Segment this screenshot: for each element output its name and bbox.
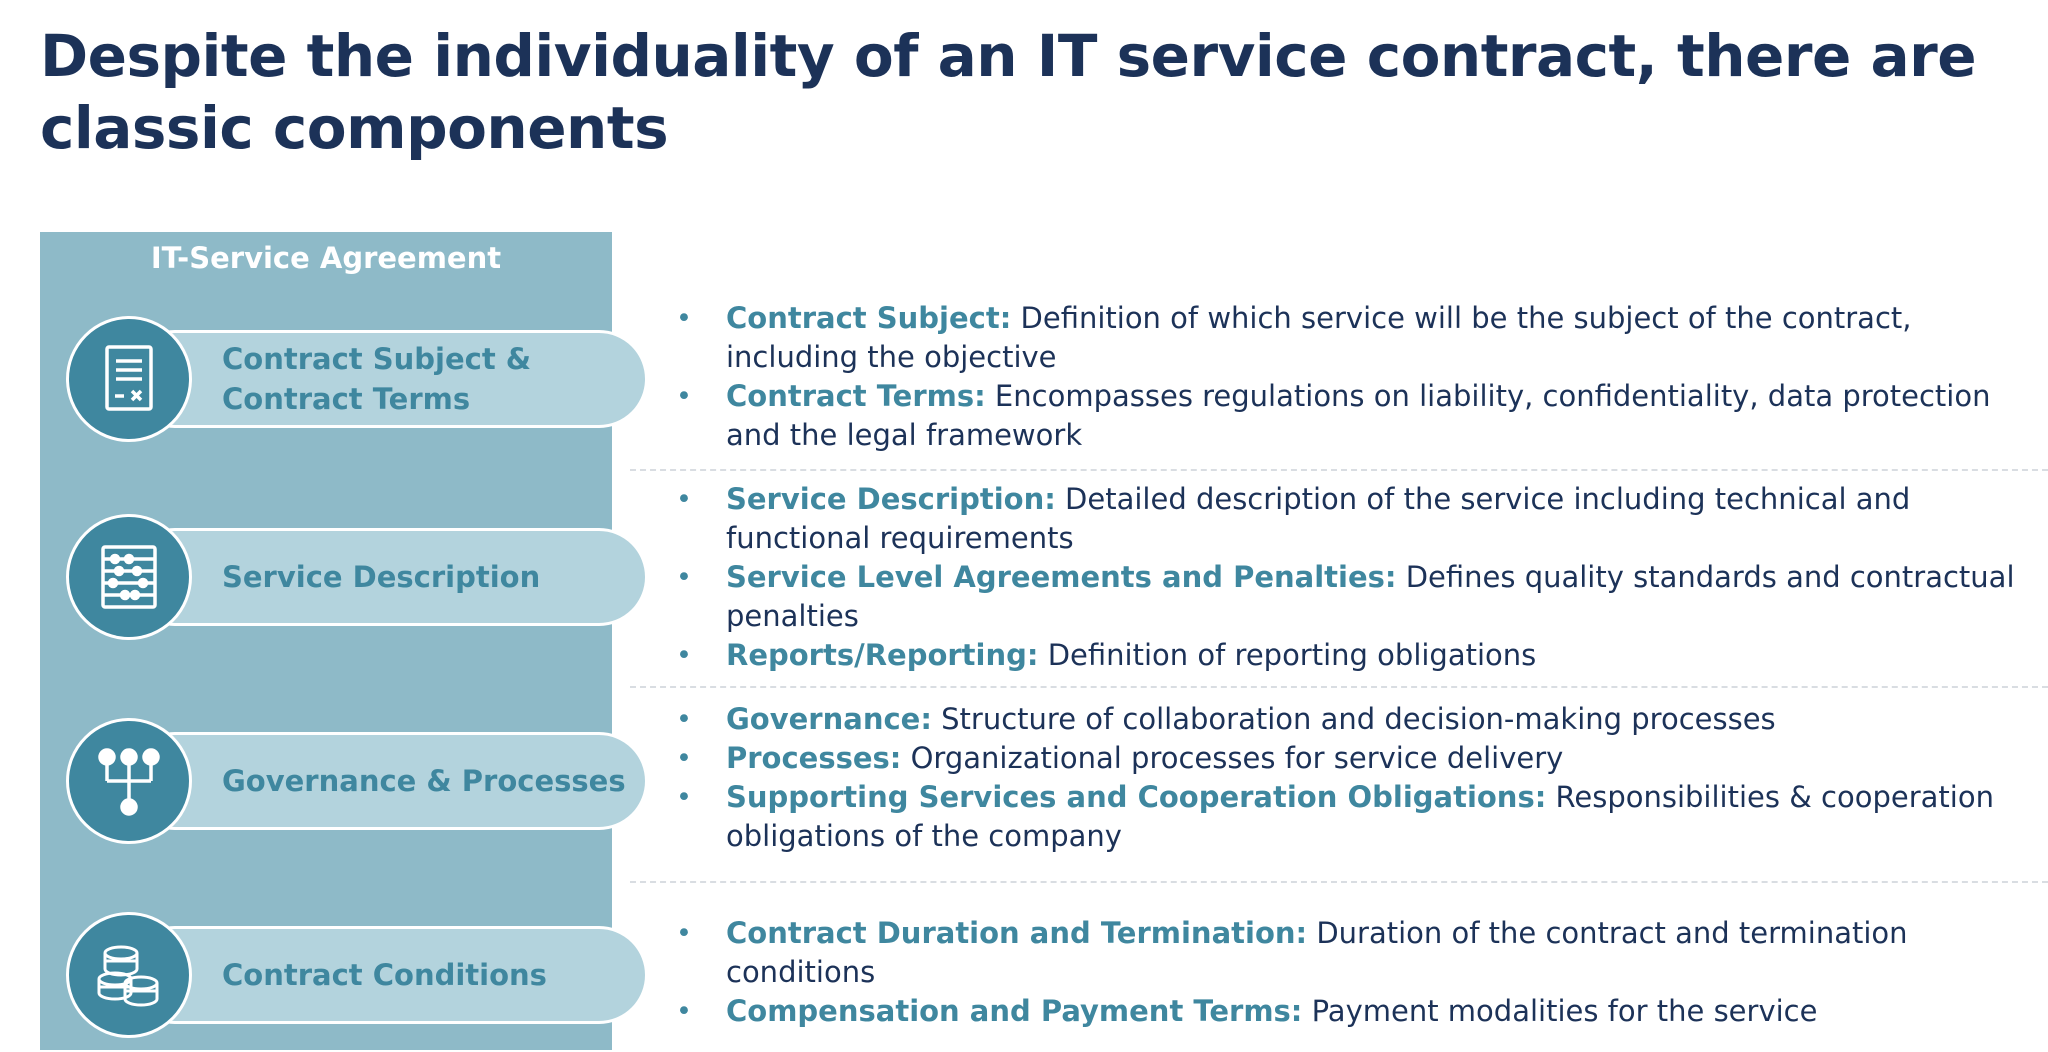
- section-contract-conditions: [676, 914, 2026, 1031]
- bullet-icon: •: [676, 996, 692, 1027]
- document-icon: [66, 316, 192, 442]
- list-item: • Reports/Reporting: Definition of reporting obligations: [676, 636, 2026, 675]
- list-item: • Supporting Services and Cooperation Obligations: Responsibilities & cooperation obligations of the company: [676, 780, 1994, 853]
- component-row-contract-subject: [66, 316, 648, 444]
- bullet-icon: •: [676, 562, 692, 593]
- section-governance: [676, 700, 2026, 856]
- bullet-icon: •: [676, 303, 692, 334]
- list-item: • Contract Duration and Termination: Duration of the contract and termination conditions: [676, 916, 1908, 989]
- component-label: Contract Conditions: [222, 958, 547, 992]
- list-item: • Governance: Structure of collaboration and decision-making processes: [676, 700, 2026, 739]
- component-row-governance: [66, 718, 648, 846]
- list-item: • Service Description: Detailed description of the service including technical and functional requirements: [676, 482, 1911, 555]
- section-divider: [630, 469, 2048, 471]
- section-service-description: [676, 480, 2026, 675]
- bullet-icon: •: [676, 782, 692, 813]
- bullet-icon: •: [676, 484, 692, 515]
- section-contract-subject: [676, 299, 2026, 455]
- list-item: • Service Level Agreements and Penalties: Defines quality standards and contractual penalties: [676, 560, 2015, 633]
- page-title: Despite the individuality of an IT service contract, there are classic components: [40, 22, 1977, 162]
- list-item: • Contract Terms: Encompasses regulations on liability, confidentiality, data protection and the legal framework: [676, 379, 1991, 452]
- hierarchy-icon: [66, 718, 192, 844]
- bullet-icon: •: [676, 704, 692, 735]
- component-label: Service Description: [222, 560, 541, 594]
- component-row-contract-conditions: [66, 912, 648, 1040]
- section-divider: [630, 881, 2048, 883]
- bullet-icon: •: [676, 743, 692, 774]
- component-label: Contract Subject & Contract Terms: [222, 342, 532, 416]
- abacus-icon: [66, 514, 192, 640]
- bullet-icon: •: [676, 640, 692, 671]
- section-divider: [630, 686, 2048, 688]
- list-item: • Contract Subject: Definition of which service will be the subject of the contract, including the objective: [676, 301, 1912, 374]
- bullet-icon: •: [676, 918, 692, 949]
- panel-title: IT-Service Agreement: [150, 241, 502, 275]
- coins-icon: [66, 912, 192, 1038]
- component-label: Governance & Processes: [222, 764, 626, 798]
- component-row-service-description: [66, 514, 648, 642]
- bullet-icon: •: [676, 381, 692, 412]
- list-item: • Compensation and Payment Terms: Payment modalities for the service: [676, 992, 2026, 1031]
- list-item: • Processes: Organizational processes for service delivery: [676, 739, 2026, 778]
